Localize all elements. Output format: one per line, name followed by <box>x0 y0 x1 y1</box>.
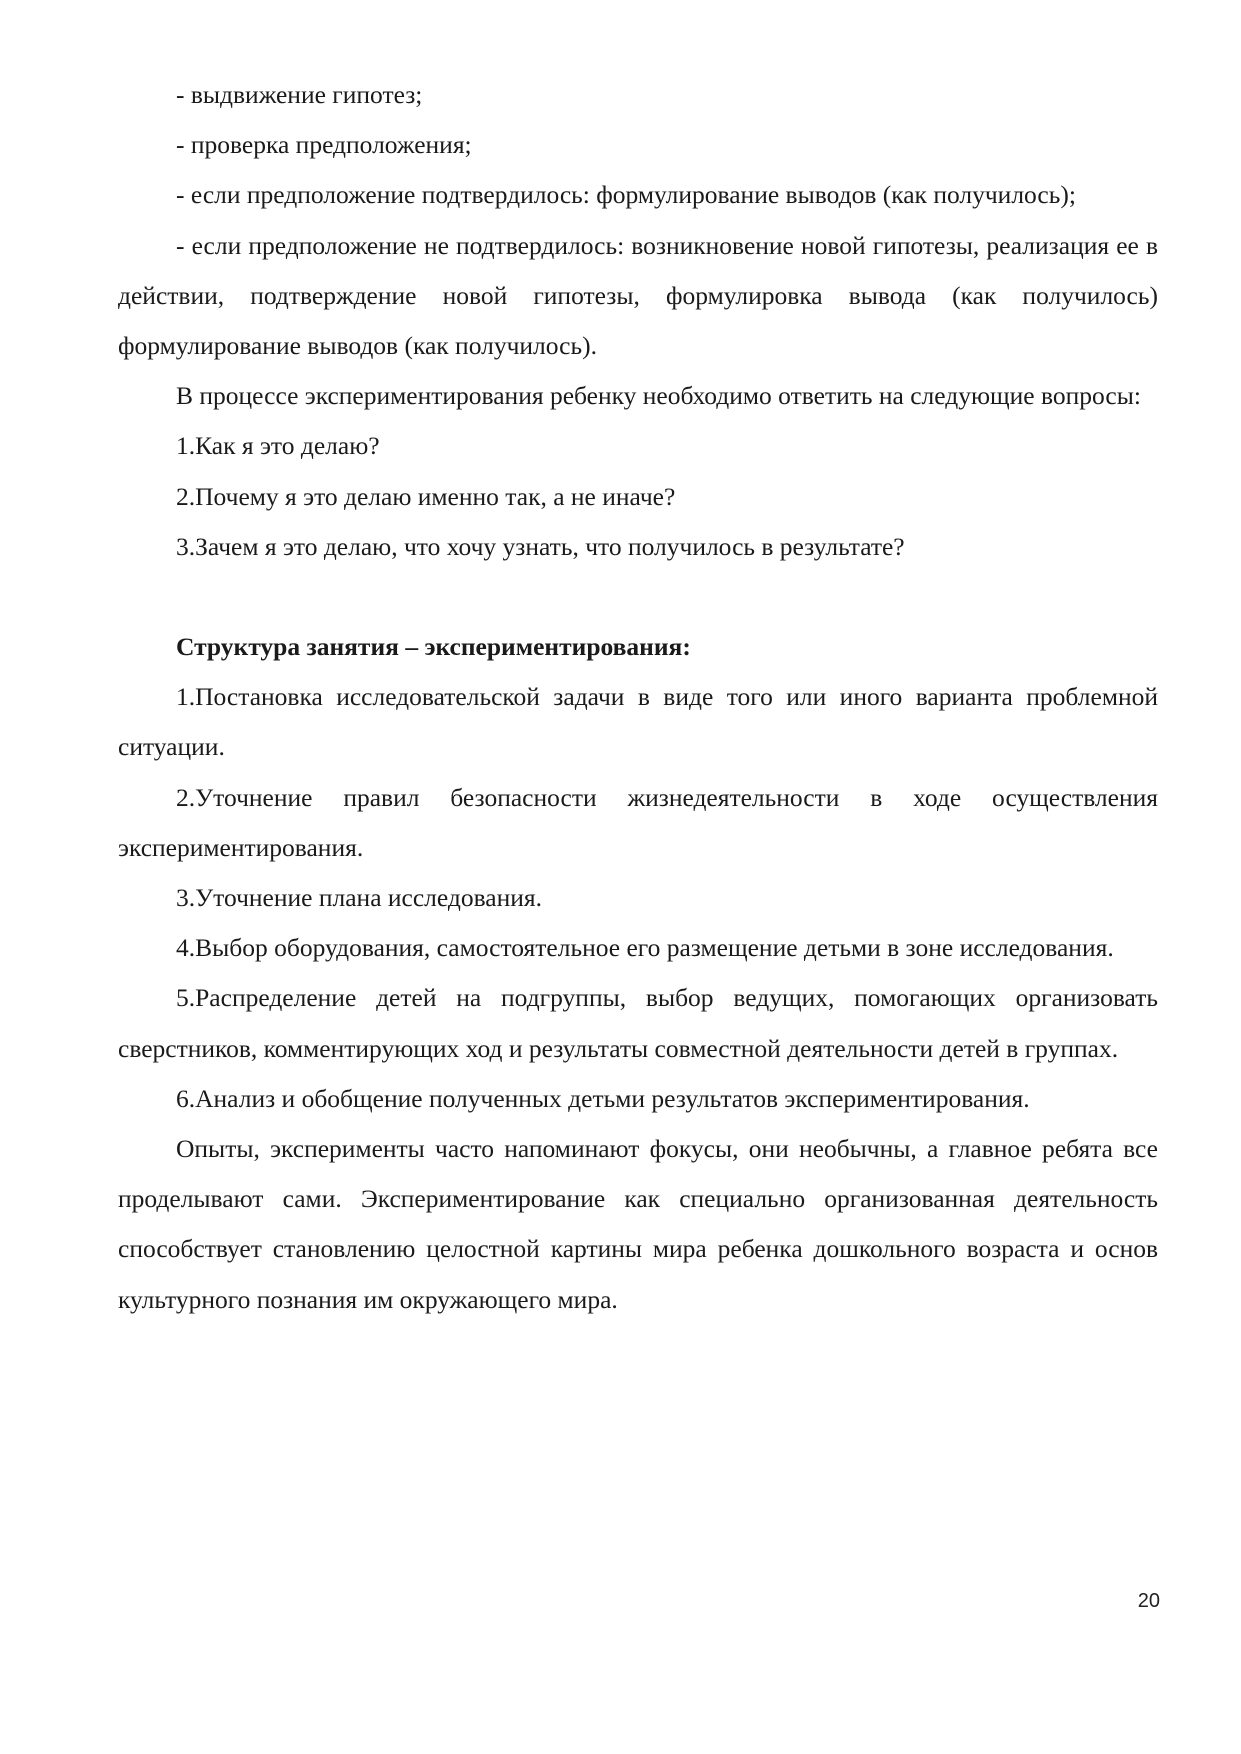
structure-item: 6.Анализ и обобщение полученных детьми результатов экспериментирования. <box>176 1083 1030 1113</box>
structure-item: 1.Постановка исследовательской задачи в виде того или иного варианта проблемной ситуации. <box>118 682 1158 762</box>
questions-intro-paragraph: В процессе экспериментирования ребенку необходимо ответить на следующие вопросы: <box>176 381 1141 411</box>
structure-item: 3.Уточнение плана исследования. <box>176 883 543 913</box>
conclusion-paragraph: Опыты, эксперименты часто напоминают фокусы, они необычны, а главное ребята все проделывают сами. Экспериментирование как специально организованная деятельность способствует становлению целостной картины мира ребенка дошкольного возраста и основ культурного познания им окружающего мира. <box>118 1134 1158 1314</box>
question-item: 1.Как я это делаю? <box>176 431 380 461</box>
page-number: 20 <box>1137 1590 1160 1612</box>
structure-heading: Структура занятия – экспериментирования: <box>176 632 691 662</box>
structure-item: 5.Распределение детей на подгруппы, выбор ведущих, помогающих организовать сверстников, комментирующих ход и результаты совместной деятельности детей в группах. <box>118 983 1158 1063</box>
document-page <box>118 70 1158 1325</box>
structure-item: 2.Уточнение правил безопасности жизнедеятельности в ходе осуществления экспериментирования. <box>118 782 1158 862</box>
intro-item: - если предположение подтвердилось: формулирование выводов (как получилось); <box>176 180 1076 210</box>
intro-item: - проверка предположения; <box>176 130 472 160</box>
intro-item: - если предположение не подтвердилось: возникновение новой гипотезы, реализация ее в действии, подтверждение новой гипотезы, формулировка вывода (как получилось) формулирование выводов (как получилось). <box>118 230 1158 361</box>
intro-item: - выдвижение гипотез; <box>176 80 423 109</box>
paragraph-spacer <box>118 572 1158 622</box>
structure-item: 4.Выбор оборудования, самостоятельное его размещение детьми в зоне исследования. <box>176 933 1114 963</box>
question-item: 3.Зачем я это делаю, что хочу узнать, что получилось в результате? <box>176 531 905 561</box>
question-item: 2.Почему я это делаю именно так, а не иначе? <box>176 481 676 511</box>
